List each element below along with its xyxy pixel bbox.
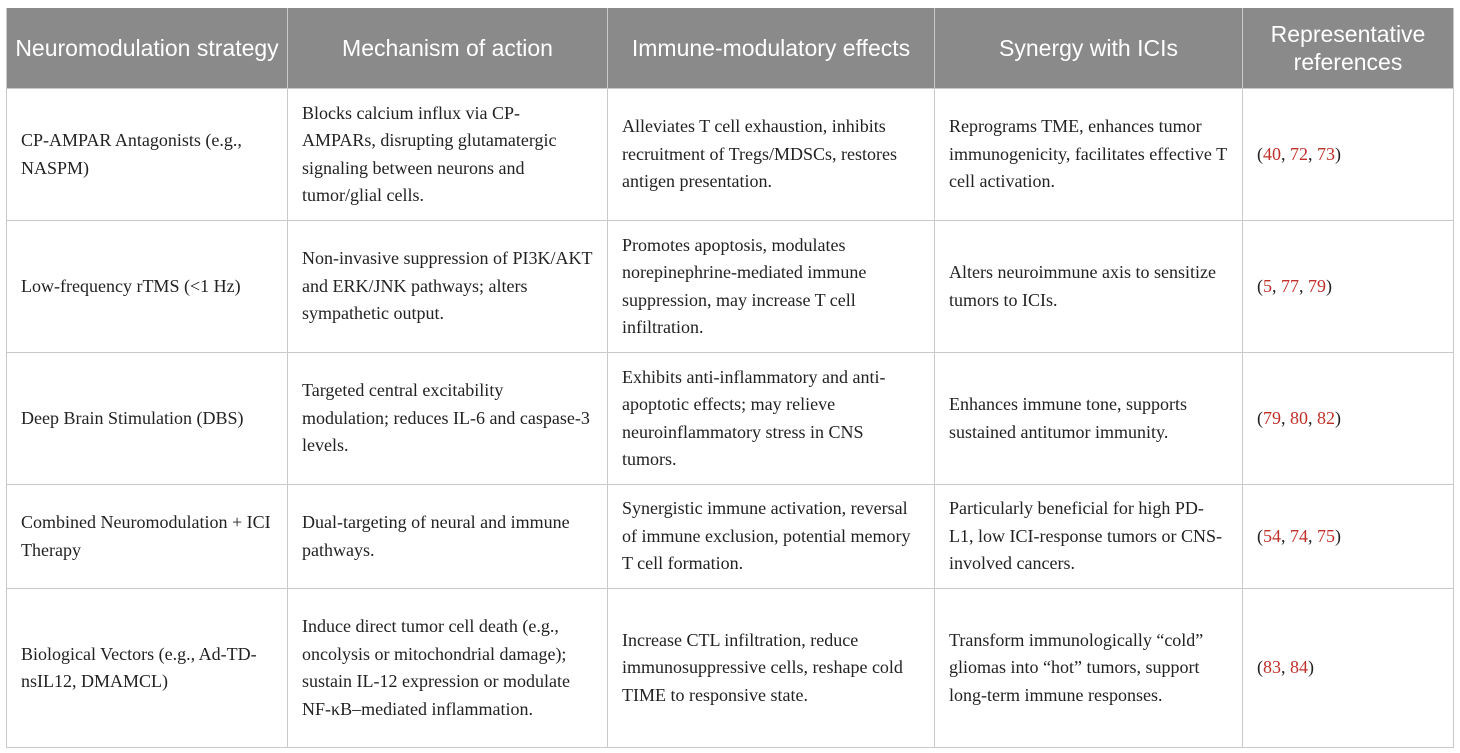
effects-cell: Increase CTL infiltration, reduce immunosuppressive cells, reshape cold TIME to responsive state. <box>608 589 935 748</box>
references-cell: (5, 77, 79) <box>1243 221 1454 353</box>
synergy-cell: Transform immunologically “cold” gliomas into “hot” tumors, support long-term immune responses. <box>935 589 1243 748</box>
references-cell: (83, 84) <box>1243 589 1454 748</box>
effects-cell: Alleviates T cell exhaustion, inhibits recruitment of Tregs/MDSCs, restores antigen presentation. <box>608 89 935 221</box>
reference-link[interactable]: 74 <box>1290 525 1308 546</box>
reference-link[interactable]: 83 <box>1263 657 1281 678</box>
strategy-cell: Biological Vectors (e.g., Ad-TD-nsIL12, DMAMCL) <box>7 589 288 748</box>
reference-link[interactable]: 77 <box>1281 275 1299 296</box>
mechanism-cell: Non-invasive suppression of PI3K/AKT and ERK/JNK pathways; alters sympathetic output. <box>288 221 608 353</box>
references-cell: (79, 80, 82) <box>1243 353 1454 485</box>
neuromodulation-table <box>6 8 1454 748</box>
reference-link[interactable]: 79 <box>1263 407 1281 428</box>
reference-link[interactable]: 73 <box>1317 143 1335 164</box>
reference-link[interactable]: 40 <box>1263 143 1281 164</box>
synergy-cell: Reprograms TME, enhances tumor immunogenicity, facilitates effective T cell activation. <box>935 89 1243 221</box>
references-cell: (54, 74, 75) <box>1243 485 1454 589</box>
reference-link[interactable]: 72 <box>1290 143 1308 164</box>
reference-link[interactable]: 84 <box>1290 657 1308 678</box>
table-container <box>6 8 1453 748</box>
effects-cell: Exhibits anti-inflammatory and anti-apoptotic effects; may relieve neuroinflammatory stress in CNS tumors. <box>608 353 935 485</box>
reference-link[interactable]: 82 <box>1317 407 1335 428</box>
mechanism-cell: Targeted central excitability modulation; reduces IL-6 and caspase-3 levels. <box>288 353 608 485</box>
mechanism-cell: Blocks calcium influx via CP-AMPARs, disrupting glutamatergic signaling between neurons and tumor/glial cells. <box>288 89 608 221</box>
header-mechanism: Mechanism of action <box>288 8 608 89</box>
mechanism-cell: Induce direct tumor cell death (e.g., oncolysis or mitochondrial damage); sustain IL-12 expression or modulate NF-κB–mediated inflammation. <box>288 589 608 748</box>
header-row <box>7 8 1454 89</box>
reference-link[interactable]: 80 <box>1290 407 1308 428</box>
strategy-cell: Low-frequency rTMS (<1 Hz) <box>7 221 288 353</box>
header-effects: Immune-modulatory effects <box>608 8 935 89</box>
table-row <box>7 221 1454 353</box>
references-cell: (40, 72, 73) <box>1243 89 1454 221</box>
reference-link[interactable]: 54 <box>1263 525 1281 546</box>
reference-link[interactable]: 75 <box>1317 525 1335 546</box>
mechanism-cell: Dual-targeting of neural and immune pathways. <box>288 485 608 589</box>
header-strategy: Neuromodulation strategy <box>7 8 288 89</box>
table-row <box>7 353 1454 485</box>
synergy-cell: Alters neuroimmune axis to sensitize tumors to ICIs. <box>935 221 1243 353</box>
synergy-cell: Enhances immune tone, supports sustained antitumor immunity. <box>935 353 1243 485</box>
effects-cell: Synergistic immune activation, reversal of immune exclusion, potential memory T cell formation. <box>608 485 935 589</box>
reference-link[interactable]: 79 <box>1308 275 1326 296</box>
strategy-cell: Combined Neuromodulation + ICI Therapy <box>7 485 288 589</box>
synergy-cell: Particularly beneficial for high PD-L1, low ICI-response tumors or CNS-involved cancers. <box>935 485 1243 589</box>
table-row <box>7 589 1454 748</box>
strategy-cell: CP-AMPAR Antagonists (e.g., NASPM) <box>7 89 288 221</box>
table-row <box>7 89 1454 221</box>
header-references: Representative references <box>1243 8 1454 89</box>
table-row <box>7 485 1454 589</box>
strategy-cell: Deep Brain Stimulation (DBS) <box>7 353 288 485</box>
header-synergy: Synergy with ICIs <box>935 8 1243 89</box>
effects-cell: Promotes apoptosis, modulates norepinephrine-mediated immune suppression, may increase T cell infiltration. <box>608 221 935 353</box>
reference-link[interactable]: 5 <box>1263 275 1272 296</box>
